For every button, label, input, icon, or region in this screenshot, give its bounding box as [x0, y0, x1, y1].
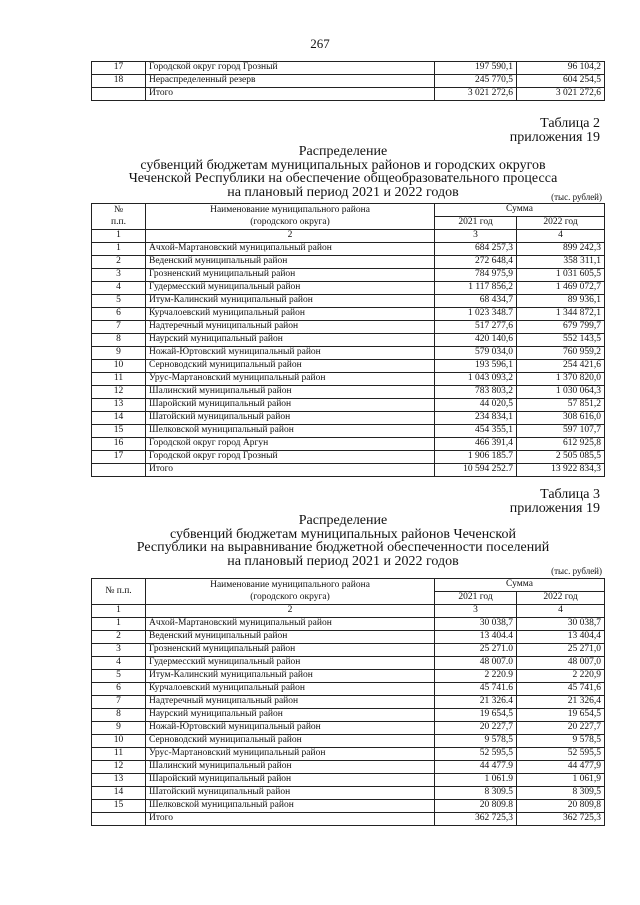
amount-2022: 308 616,0 [517, 412, 605, 425]
table2-title-line3: Чеченской Республики на обеспечение общеобразовательного процесса [128, 171, 558, 186]
district-name: Грозненский муниципальный район [146, 644, 435, 657]
amount-2022: 612 925,8 [517, 438, 605, 451]
row-number: 7 [92, 321, 146, 334]
amount-2022: 1 061,9 [517, 774, 605, 787]
table-row [92, 735, 605, 748]
row-number: 1 [92, 618, 146, 631]
amount-2022: 597 107,7 [517, 425, 605, 438]
table-row [92, 774, 605, 787]
row-number: 5 [92, 295, 146, 308]
table-row [92, 696, 605, 709]
district-name: Итого [146, 464, 435, 477]
district-name: Шаройский муниципальный район [146, 774, 435, 787]
table3-col-number: 3 [435, 605, 517, 618]
amount-2021: 3 021 272,6 [435, 88, 517, 101]
amount-2022: 57 851,2 [517, 399, 605, 412]
table3-body [92, 618, 605, 826]
amount-2022: 1 344 872,1 [517, 308, 605, 321]
district-name: Урус-Мартановский муниципальный район [146, 748, 435, 761]
table3-header-2021: 2021 год [435, 592, 517, 605]
table-row [92, 373, 605, 386]
district-name: Шалинский муниципальный район [146, 386, 435, 399]
amount-2022: 760 959,2 [517, 347, 605, 360]
table2-col-number: 4 [517, 230, 605, 243]
row-number: 4 [92, 657, 146, 670]
amount-2021: 1 117 856,2 [435, 282, 517, 295]
district-name: Гудермесский муниципальный район [146, 657, 435, 670]
table-row [92, 722, 605, 735]
amount-2021: 466 391,4 [435, 438, 517, 451]
district-name: Урус-Мартановский муниципальный район [146, 373, 435, 386]
amount-2022: 13 404,4 [517, 631, 605, 644]
table-row [92, 269, 605, 282]
amount-2022: 358 311,1 [517, 256, 605, 269]
district-name: Наурский муниципальный район [146, 709, 435, 722]
table2-title-line4: на плановый период 2021 и 2022 годов [227, 184, 459, 200]
table3-label [510, 488, 600, 516]
amount-2021: 68 434,7 [435, 295, 517, 308]
amount-2021: 684 257,3 [435, 243, 517, 256]
table2-unit: (тыс. рублей) [551, 192, 602, 202]
table2-title-line2: субвенций бюджетам муниципальных районов и городских округов [140, 157, 546, 173]
table3-header-sum: Сумма [435, 579, 605, 592]
table-row [92, 256, 605, 269]
amount-2021: 362 725,3 [435, 813, 517, 826]
amount-2022: 1 469 072,7 [517, 282, 605, 295]
amount-2022: 9 578,5 [517, 735, 605, 748]
amount-2021: 19 654,5 [435, 709, 517, 722]
amount-2021: 783 803,2 [435, 386, 517, 399]
amount-2021: 21 326.4 [435, 696, 517, 709]
table2-header-2021: 2021 год [435, 217, 517, 230]
row-number: 5 [92, 670, 146, 683]
row-number: 9 [92, 722, 146, 735]
table2-title [80, 145, 606, 199]
district-name: Городской округ город Аргун [146, 438, 435, 451]
row-number [92, 88, 146, 101]
table-row [92, 399, 605, 412]
district-name: Итум-Калинский муниципальный район [146, 295, 435, 308]
carryover-table-body [92, 62, 605, 101]
district-name: Курчалоевский муниципальный район [146, 308, 435, 321]
row-number: 1 [92, 243, 146, 256]
table-row [92, 295, 605, 308]
table-row [92, 386, 605, 399]
amount-2022: 52 595,5 [517, 748, 605, 761]
table-row [92, 321, 605, 334]
district-name: Городской округ город Грозный [146, 62, 435, 75]
amount-2022: 254 421,6 [517, 360, 605, 373]
table3-title-line1: Распределение [298, 513, 388, 528]
amount-2022: 552 143,5 [517, 334, 605, 347]
district-name: Веденский муниципальный район [146, 631, 435, 644]
row-number: 14 [92, 787, 146, 800]
amount-2022: 45 741,6 [517, 683, 605, 696]
table3-label-line2: приложения 19 [509, 501, 600, 516]
amount-2022: 20 227,7 [517, 722, 605, 735]
table2-body [92, 243, 605, 477]
district-name: Серноводский муниципальный район [146, 360, 435, 373]
table-row [92, 748, 605, 761]
row-number: 12 [92, 761, 146, 774]
carryover-table [91, 61, 605, 101]
row-number: 2 [92, 256, 146, 269]
table-row [92, 438, 605, 451]
table-row [92, 670, 605, 683]
table-row [92, 425, 605, 438]
table2-col-number: 1 [92, 230, 146, 243]
row-number: 15 [92, 800, 146, 813]
row-number [92, 464, 146, 477]
row-number: 10 [92, 735, 146, 748]
district-name: Ножай-Юртовский муниципальный район [146, 722, 435, 735]
row-number [92, 813, 146, 826]
district-name: Надтеречный муниципальный район [146, 321, 435, 334]
amount-2021: 13 404.4 [435, 631, 517, 644]
amount-2022: 1 370 820,0 [517, 373, 605, 386]
district-name: Ачхой-Мартановский муниципальный район [146, 618, 435, 631]
amount-2022: 899 242,3 [517, 243, 605, 256]
table-row [92, 451, 605, 464]
amount-2021: 1 061.9 [435, 774, 517, 787]
amount-2021: 245 770,5 [435, 75, 517, 88]
amount-2021: 44 477.9 [435, 761, 517, 774]
table3-col-number: 2 [146, 605, 435, 618]
district-name: Ножай-Юртовский муниципальный район [146, 347, 435, 360]
amount-2022: 362 725,3 [517, 813, 605, 826]
row-number: 6 [92, 683, 146, 696]
table2-col-number: 3 [435, 230, 517, 243]
amount-2022: 44 477,9 [517, 761, 605, 774]
row-number: 8 [92, 709, 146, 722]
district-name: Шелковской муниципальный район [146, 800, 435, 813]
district-name: Грозненский муниципальный район [146, 269, 435, 282]
table-row [92, 308, 605, 321]
amount-2021: 20 809.8 [435, 800, 517, 813]
table2-header-2022: 2022 год [517, 217, 605, 230]
district-name: Итого [146, 88, 435, 101]
table-row [92, 360, 605, 373]
amount-2021: 48 007.0 [435, 657, 517, 670]
table2 [91, 203, 605, 477]
row-number: 16 [92, 438, 146, 451]
table3-header-row-1 [92, 579, 605, 592]
row-number: 4 [92, 282, 146, 295]
table-row [92, 347, 605, 360]
total-row [92, 813, 605, 826]
amount-2021: 234 834,1 [435, 412, 517, 425]
amount-2021: 1 043 093,2 [435, 373, 517, 386]
table3-unit: (тыс. рублей) [551, 566, 602, 576]
amount-2022: 8 309,5 [517, 787, 605, 800]
amount-2021: 8 309.5 [435, 787, 517, 800]
row-number: 8 [92, 334, 146, 347]
table3-title [80, 514, 606, 568]
table2-col-numbers [92, 230, 605, 243]
amount-2021: 9 578,5 [435, 735, 517, 748]
row-number: 17 [92, 62, 146, 75]
table-row [92, 62, 605, 75]
district-name: Итум-Калинский муниципальный район [146, 670, 435, 683]
row-number: 9 [92, 347, 146, 360]
table3-title-line3: Республики на выравнивание бюджетной обеспеченности поселений [136, 540, 550, 555]
table-row [92, 412, 605, 425]
row-number: 12 [92, 386, 146, 399]
table2-header-name-2: (городского округа) [146, 217, 435, 230]
table-row [92, 243, 605, 256]
amount-2022: 30 038,7 [517, 618, 605, 631]
district-name: Шалинский муниципальный район [146, 761, 435, 774]
district-name: Нераспределенный резерв [146, 75, 435, 88]
table-row [92, 761, 605, 774]
table3-header-2022: 2022 год [517, 592, 605, 605]
amount-2022: 2 505 085,5 [517, 451, 605, 464]
table-row [92, 631, 605, 644]
amount-2022: 3 021 272,6 [517, 88, 605, 101]
amount-2022: 19 654,5 [517, 709, 605, 722]
amount-2021: 30 038,7 [435, 618, 517, 631]
row-number: 3 [92, 644, 146, 657]
table3-title-line4: на плановый период 2021 и 2022 годов [227, 553, 459, 569]
row-number: 15 [92, 425, 146, 438]
table3-header-name-2: (городского округа) [146, 592, 435, 605]
table2-label-line1: Таблица 2 [540, 116, 600, 131]
amount-2021: 1 023 348.7 [435, 308, 517, 321]
district-name: Шаройский муниципальный район [146, 399, 435, 412]
table-row [92, 709, 605, 722]
table3-col-number: 1 [92, 605, 146, 618]
amount-2021: 193 596,1 [435, 360, 517, 373]
amount-2022: 1 030 064,3 [517, 386, 605, 399]
row-number: 11 [92, 373, 146, 386]
amount-2021: 784 975,9 [435, 269, 517, 282]
district-name: Городской округ город Грозный [146, 451, 435, 464]
total-row [92, 464, 605, 477]
row-number: 6 [92, 308, 146, 321]
row-number: 7 [92, 696, 146, 709]
amount-2021: 197 590,1 [435, 62, 517, 75]
district-name: Гудермесский муниципальный район [146, 282, 435, 295]
amount-2021: 420 140,6 [435, 334, 517, 347]
table-row [92, 334, 605, 347]
table2-label [510, 117, 600, 145]
table-row [92, 644, 605, 657]
amount-2021: 517 277,6 [435, 321, 517, 334]
district-name: Шатойский муниципальный район [146, 787, 435, 800]
total-row [92, 88, 605, 101]
amount-2022: 20 809,8 [517, 800, 605, 813]
amount-2021: 10 594 252.7 [435, 464, 517, 477]
amount-2022: 25 271,0 [517, 644, 605, 657]
amount-2022: 2 220,9 [517, 670, 605, 683]
district-name: Веденский муниципальный район [146, 256, 435, 269]
table-row [92, 75, 605, 88]
district-name: Надтеречный муниципальный район [146, 696, 435, 709]
district-name: Наурский муниципальный район [146, 334, 435, 347]
table3-title-line2: субвенций бюджетам муниципальных районов Чеченской [170, 526, 516, 542]
table3 [91, 578, 605, 826]
row-number: 10 [92, 360, 146, 373]
table3-header-row-2 [92, 592, 605, 605]
row-number: 17 [92, 451, 146, 464]
table2-title-line1: Распределение [298, 144, 388, 159]
amount-2021: 45 741.6 [435, 683, 517, 696]
table2-header-num-2: п.п. [92, 217, 146, 230]
table3-label-line1: Таблица 3 [540, 487, 600, 502]
table2-header-name-1: Наименование муниципального района [146, 204, 435, 217]
page-number: 267 [310, 36, 330, 51]
district-name: Курчалоевский муниципальный район [146, 683, 435, 696]
amount-2021: 272 648,4 [435, 256, 517, 269]
table3-header-num: № п.п. [92, 579, 146, 605]
table-row [92, 282, 605, 295]
amount-2021: 2 220.9 [435, 670, 517, 683]
district-name: Шелковской муниципальный район [146, 425, 435, 438]
district-name: Шатойский муниципальный район [146, 412, 435, 425]
table2-col-number: 2 [146, 230, 435, 243]
row-number: 2 [92, 631, 146, 644]
amount-2022: 13 922 834,3 [517, 464, 605, 477]
row-number: 3 [92, 269, 146, 282]
amount-2021: 1 906 185.7 [435, 451, 517, 464]
amount-2022: 48 007,0 [517, 657, 605, 670]
amount-2022: 604 254,5 [517, 75, 605, 88]
table-row [92, 800, 605, 813]
table2-label-line2: приложения 19 [509, 130, 600, 145]
district-name: Итого [146, 813, 435, 826]
row-number: 13 [92, 399, 146, 412]
table2-header-sum: Сумма [435, 204, 605, 217]
amount-2022: 21 326,4 [517, 696, 605, 709]
amount-2021: 52 595,5 [435, 748, 517, 761]
district-name: Ачхой-Мартановский муниципальный район [146, 243, 435, 256]
amount-2021: 25 271.0 [435, 644, 517, 657]
table2-header-row-2 [92, 217, 605, 230]
table-row [92, 787, 605, 800]
amount-2021: 44 020,5 [435, 399, 517, 412]
district-name: Серноводский муниципальный район [146, 735, 435, 748]
row-number: 13 [92, 774, 146, 787]
table3-col-numbers [92, 605, 605, 618]
amount-2022: 89 936,1 [517, 295, 605, 308]
row-number: 11 [92, 748, 146, 761]
table-row [92, 683, 605, 696]
table3-col-number: 4 [517, 605, 605, 618]
table3-header-name-1: Наименование муниципального района [146, 579, 435, 592]
amount-2021: 20 227,7 [435, 722, 517, 735]
table-row [92, 618, 605, 631]
amount-2022: 679 799,7 [517, 321, 605, 334]
amount-2022: 96 104,2 [517, 62, 605, 75]
amount-2022: 1 031 605,5 [517, 269, 605, 282]
amount-2021: 579 034,0 [435, 347, 517, 360]
table-row [92, 657, 605, 670]
row-number: 14 [92, 412, 146, 425]
table2-header-row-1 [92, 204, 605, 217]
amount-2021: 454 355,1 [435, 425, 517, 438]
row-number: 18 [92, 75, 146, 88]
table2-header-num-1: № [92, 204, 146, 217]
